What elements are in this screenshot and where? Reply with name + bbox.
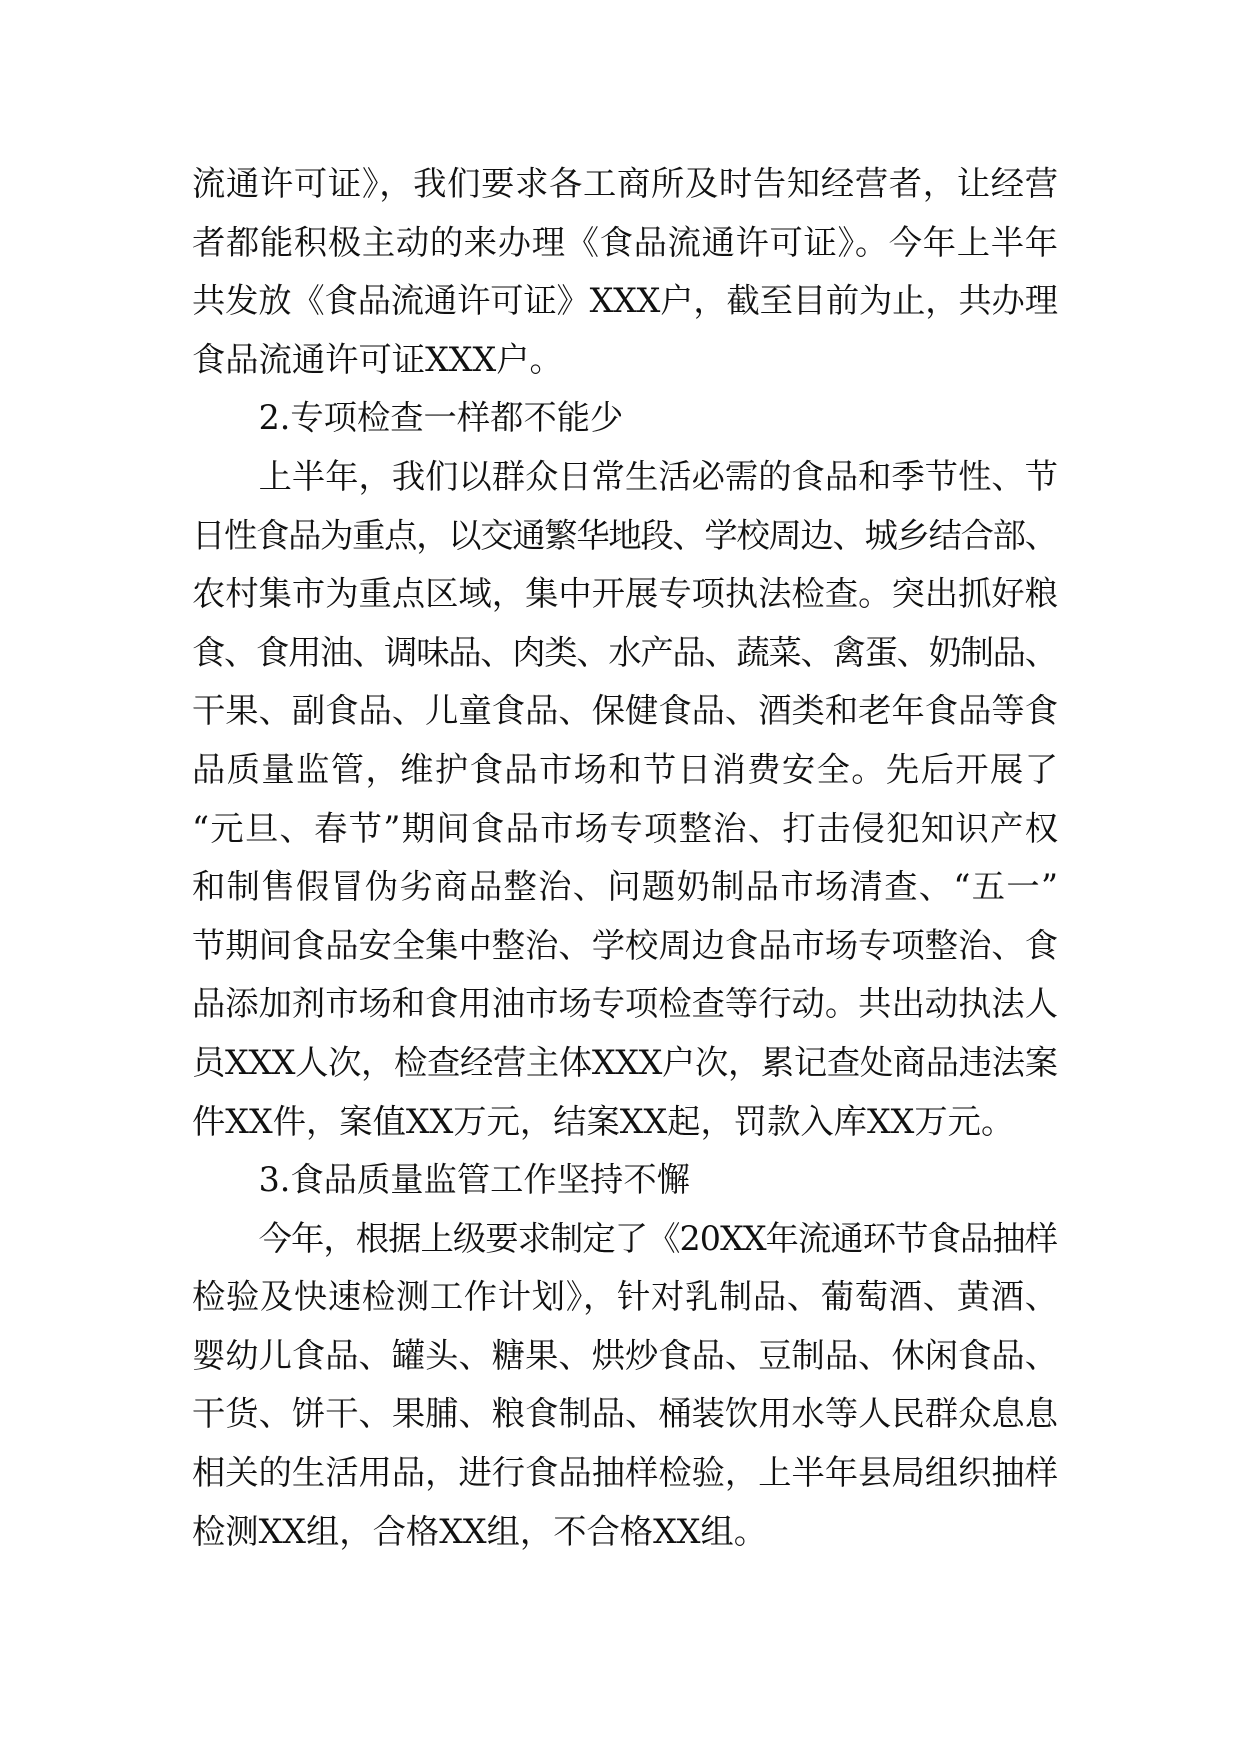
text-line: “元旦、春节”期间食品市场专项整治、打击侵犯知识产权 bbox=[192, 808, 1060, 848]
text-line: 检测XX组，合格XX组，不合格XX组。 bbox=[192, 1511, 768, 1551]
text-line: 品质量监管，维护食品市场和节日消费安全。先后开展了 bbox=[192, 749, 1060, 789]
text-line: 件XX件，案值XX万元，结案XX起，罚款入库XX万元。 bbox=[192, 1101, 1015, 1141]
text-line: 品添加剂市场和食用油市场专项检查等行动。共出动执法人 bbox=[192, 984, 1059, 1024]
section-heading: 2.专项检查一样都不能少 bbox=[258, 398, 624, 438]
section-3 bbox=[192, 1151, 1058, 1561]
text-line: 食、食用油、调味品、肉类、水产品、蔬菜、禽蛋、奶制品、 bbox=[192, 632, 1057, 672]
text-line: 干果、副食品、儿童食品、保健食品、酒类和老年食品等食 bbox=[192, 691, 1059, 731]
section-2 bbox=[192, 389, 1058, 1151]
text-line: 食品流通许可证XXX户。 bbox=[192, 339, 563, 379]
text-line: 节期间食品安全集中整治、学校周边食品市场专项整治、食 bbox=[192, 925, 1059, 965]
text-line: 相关的生活用品，进行食品抽样检验，上半年县局组织抽样 bbox=[192, 1453, 1059, 1493]
text-line: 今年，根据上级要求制定了《20XX年流通环节食品抽样 bbox=[258, 1218, 1058, 1258]
paragraph bbox=[192, 448, 1058, 1151]
text-line: 婴幼儿食品、罐头、糖果、烘炒食品、豆制品、休闲食品、 bbox=[192, 1335, 1059, 1375]
paragraph-continued bbox=[192, 155, 1058, 389]
document-body bbox=[192, 155, 1058, 1561]
text-line: 干货、饼干、果脯、粮食制品、桶装饮用水等人民群众息息 bbox=[192, 1394, 1059, 1434]
text-line: 和制售假冒伪劣商品整治、问题奶制品市场清查、“五一” bbox=[192, 867, 1060, 907]
section-heading: 3.食品质量监管工作坚持不懈 bbox=[258, 1160, 690, 1200]
text-line: 者都能积极主动的来办理《食品流通许可证》。今年上半年 bbox=[192, 222, 1059, 262]
text-line: 流通许可证》，我们要求各工商所及时告知经营者，让经营 bbox=[192, 164, 1059, 203]
text-line: 农村集市为重点区域，集中开展专项执法检查。突出抓好粮 bbox=[192, 574, 1059, 614]
text-line: 上半年，我们以群众日常生活必需的食品和季节性、节 bbox=[258, 456, 1059, 496]
text-line: 日性食品为重点，以交通繁华地段、学校周边、城乡结合部、 bbox=[192, 515, 1057, 555]
paragraph bbox=[192, 1210, 1058, 1562]
text-line: 员XXX人次，检查经营主体XXX户次，累记查处商品违法案 bbox=[192, 1042, 1058, 1082]
text-line: 共发放《食品流通许可证》XXX户，截至目前为止，共办理 bbox=[192, 281, 1058, 321]
text-line: 检验及快速检测工作计划》，针对乳制品、葡萄酒、黄酒、 bbox=[192, 1277, 1059, 1317]
